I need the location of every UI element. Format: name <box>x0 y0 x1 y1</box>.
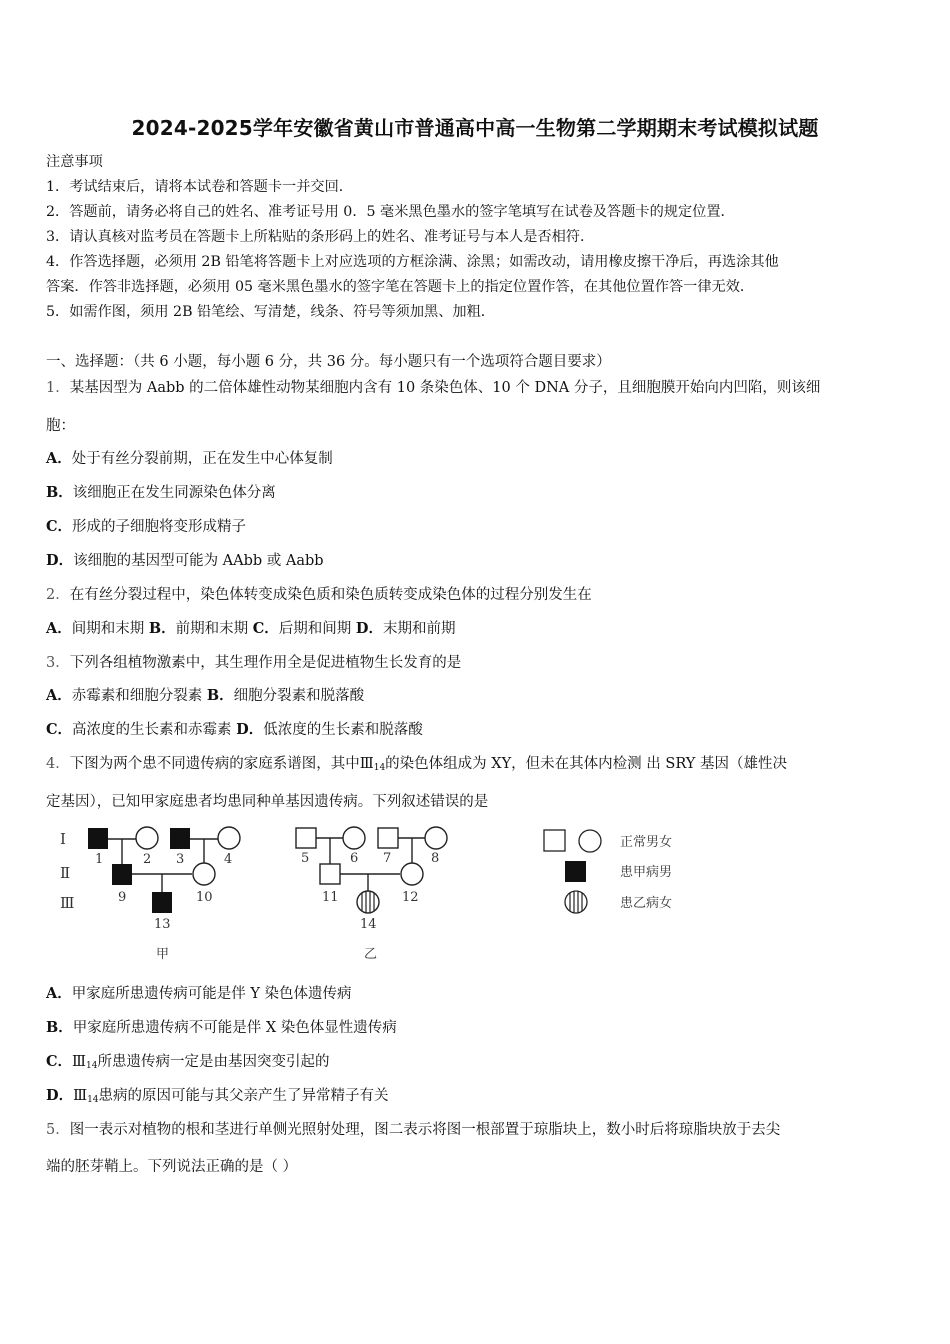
question-text: 在有丝分裂过程中，染色体转变成染色质和染色质转变成染色体的过程分别发生在 <box>69 587 592 603</box>
option-text: 该细胞的基因型可能为 AAbb 或 Aabb <box>73 553 324 569</box>
notice-heading: 注意事项 <box>46 154 103 170</box>
affected-male-symbol <box>88 828 108 849</box>
notice-item: 3．请认真核对监考员在答题卡上所粘贴的条形码上的姓名、准考证号与本人是否相符． <box>46 229 595 245</box>
page-title: 2024-2025学年安徽省黄山市普通高中高一生物第二学期期末考试模拟试题 <box>131 116 819 140</box>
option-key: B． <box>46 1019 73 1036</box>
option-key: B． <box>206 687 234 704</box>
option-key: D． <box>355 620 383 637</box>
question-4-stem-cont: 定基因），已知甲家庭患者均患同种单基因遗传病。下列叙述错误的是 <box>46 794 489 810</box>
affected-male-symbol <box>170 828 190 849</box>
option-key: A． <box>46 450 72 467</box>
q4-option-c[interactable] <box>46 1050 910 1071</box>
subscript: 14 <box>373 763 386 773</box>
individual-id: 2 <box>143 852 152 867</box>
q1-option-c[interactable] <box>46 515 910 536</box>
question-text: 的染色体组成为 XY，但未在其体内检测 出 SRY 基因（雄性决 <box>385 756 787 772</box>
generation-label: Ⅱ <box>60 864 71 882</box>
normal-female-symbol <box>136 827 158 849</box>
option-text: 细胞分裂素和脱落酸 <box>233 688 365 704</box>
normal-male-symbol <box>378 828 398 848</box>
individual-id: 14 <box>360 917 377 932</box>
individual-id: 11 <box>322 890 339 905</box>
family-label: 乙 <box>364 947 378 962</box>
normal-female-symbol <box>343 827 365 849</box>
question-3-stem <box>46 651 910 672</box>
option-key: D． <box>236 721 264 738</box>
q3-options-row-2 <box>46 718 910 739</box>
individual-id: 3 <box>176 852 185 867</box>
notice-item: 1．考试结束后，请将本试卷和答题卡一并交回． <box>46 179 353 195</box>
option-text: 处于有丝分裂前期，正在发生中心体复制 <box>71 451 333 467</box>
affected-female-symbol <box>357 891 379 913</box>
individual-id: 6 <box>350 851 359 866</box>
normal-male-symbol <box>296 828 316 848</box>
generation-label: Ⅲ <box>60 894 75 912</box>
option-text: 甲家庭所患遗传病不可能是伴 X 染色体显性遗传病 <box>72 1020 397 1036</box>
question-text: 下图为两个患不同遗传病的家庭系谱图，其中Ⅲ <box>69 756 374 772</box>
option-text: 间期和末期 <box>71 621 149 637</box>
question-number: 1． <box>46 380 70 396</box>
option-text: 前期和末期 <box>175 621 253 637</box>
q4-option-a[interactable] <box>46 982 910 1003</box>
option-key: D． <box>46 552 74 569</box>
normal-female-symbol <box>193 863 215 885</box>
legend-label: 患甲病男 <box>620 865 673 880</box>
section-heading: 一、选择题：（共 6 小题，每小题 6 分，共 36 分。每小题只有一个选项符合题目要求） <box>46 354 611 370</box>
q2-option-b[interactable] <box>149 621 253 637</box>
q1-option-a[interactable] <box>46 447 910 468</box>
q3-option-c[interactable] <box>46 722 236 738</box>
q2-option-c[interactable] <box>253 621 356 637</box>
notice-item: 答案．作答非选择题，必须用 05 毫米黑色墨水的签字笔在答题卡上的指定位置作答，在其他位置作答一律无效． <box>46 279 755 295</box>
legend-normal-male-symbol <box>544 830 565 851</box>
question-number: 5． <box>46 1122 70 1138</box>
family-label: 甲 <box>156 947 170 962</box>
q3-options-row-1 <box>46 684 910 705</box>
option-text: 形成的子细胞将变形成精子 <box>72 519 247 535</box>
question-5-stem-cont: 端的胚芽鞘上。下列说法正确的是（ ） <box>46 1159 298 1175</box>
option-key: A． <box>46 985 72 1002</box>
affected-male-symbol <box>152 892 172 913</box>
q2-option-d[interactable] <box>356 621 456 637</box>
option-key: C． <box>46 1053 73 1070</box>
option-text: 该细胞正在发生同源染色体分离 <box>72 485 276 501</box>
legend-normal-female-symbol <box>579 830 601 852</box>
option-text: Ⅲ <box>72 1054 87 1070</box>
option-key: C． <box>46 721 73 738</box>
question-1-stem <box>46 376 910 397</box>
legend-affected-female-symbol <box>565 891 587 913</box>
question-number: 2． <box>46 587 70 603</box>
affected-male-symbol <box>112 864 132 885</box>
q2-options-row <box>46 617 910 638</box>
option-text: 患病的原因可能与其父亲产生了异常精子有关 <box>98 1088 389 1104</box>
option-key: D． <box>46 1087 74 1104</box>
notice-item: 4．作答选择题，必须用 2B 铅笔将答题卡上对应选项的方框涂满、涂黑；如需改动，请用橡皮擦干净后，再选涂其他 <box>46 254 779 270</box>
legend-label: 患乙病女 <box>620 896 673 911</box>
question-4-stem <box>46 752 910 773</box>
option-text: 低浓度的生长素和脱落酸 <box>263 722 423 738</box>
q1-option-b[interactable] <box>46 481 910 502</box>
q4-option-b[interactable] <box>46 1016 910 1037</box>
question-2-stem <box>46 583 910 604</box>
question-1-stem-cont: 胞： <box>46 418 75 434</box>
q1-option-d[interactable] <box>46 549 910 570</box>
notice-block <box>46 150 916 325</box>
individual-id: 1 <box>95 852 104 867</box>
option-key: A． <box>46 687 72 704</box>
q3-option-d[interactable] <box>236 722 423 738</box>
legend-label: 正常男女 <box>620 835 673 850</box>
normal-female-symbol <box>401 863 423 885</box>
option-key: A． <box>46 620 72 637</box>
question-number: 3． <box>46 655 70 671</box>
normal-male-symbol <box>320 864 340 884</box>
question-number: 4． <box>46 756 70 772</box>
question-5-stem <box>46 1118 910 1139</box>
subscript: 14 <box>86 1061 98 1071</box>
q3-option-a[interactable] <box>46 688 207 704</box>
option-text: 末期和前期 <box>382 621 456 637</box>
option-text: 高浓度的生长素和赤霉素 <box>72 722 237 738</box>
question-text: 下列各组植物激素中，其生理作用全是促进植物生长发育的是 <box>69 655 462 671</box>
question-text: 图一表示对植物的根和茎进行单侧光照射处理，图二表示将图一根部置于琼脂块上，数小时后将琼脂块放于去尖 <box>69 1122 781 1138</box>
option-text: 后期和间期 <box>278 621 356 637</box>
notice-item: 2．答题前，请务必将自己的姓名、准考证号用 0．5 毫米黑色墨水的签字笔填写在试卷及答题卡的规定位置． <box>46 204 735 220</box>
generation-label: Ⅰ <box>60 830 66 848</box>
notice-item: 5．如需作图，须用 2B 铅笔绘、写清楚，线条、符号等须加黑、加粗． <box>46 304 495 320</box>
subscript: 14 <box>87 1095 99 1105</box>
individual-id: 8 <box>431 851 440 866</box>
individual-id: 13 <box>154 917 171 932</box>
option-key: C． <box>252 620 279 637</box>
individual-id: 12 <box>402 890 419 905</box>
individual-id: 4 <box>224 852 233 867</box>
pedigree-figure <box>46 820 706 970</box>
question-text: 某基因型为 Aabb 的二倍体雄性动物某细胞内含有 10 条染色体、10 个 DNA 分子，且细胞膜开始向内凹陷，则该细 <box>69 380 821 396</box>
normal-female-symbol <box>425 827 447 849</box>
individual-id: 5 <box>301 851 310 866</box>
individual-id: 9 <box>118 890 127 905</box>
option-key: B． <box>148 620 176 637</box>
q4-option-d[interactable] <box>46 1084 910 1105</box>
option-key: B． <box>46 484 73 501</box>
individual-id: 7 <box>383 851 392 866</box>
option-key: C． <box>46 518 73 535</box>
option-text: 甲家庭所患遗传病可能是伴 Y 染色体遗传病 <box>71 986 352 1002</box>
individual-id: 10 <box>196 890 213 905</box>
option-text: Ⅲ <box>73 1088 88 1104</box>
q3-option-b[interactable] <box>207 688 364 704</box>
normal-female-symbol <box>218 827 240 849</box>
option-text: 所患遗传病一定是由基因突变引起的 <box>97 1054 330 1070</box>
option-text: 赤霉素和细胞分裂素 <box>71 688 207 704</box>
q2-option-a[interactable] <box>46 621 149 637</box>
legend-affected-male-symbol <box>565 861 586 882</box>
